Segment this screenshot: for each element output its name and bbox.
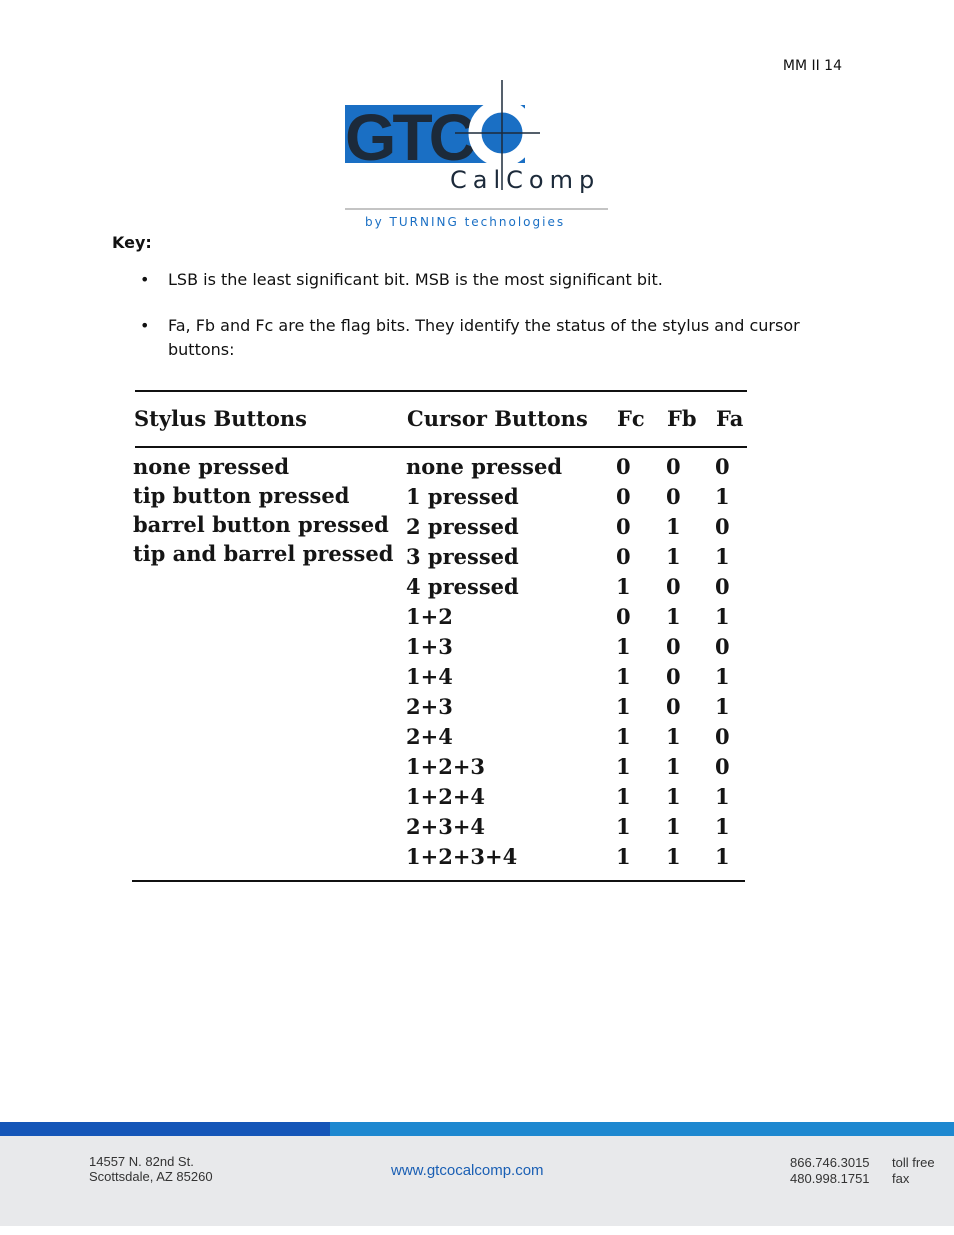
page-footer xyxy=(0,1136,954,1226)
fc-cell: 1 xyxy=(616,724,631,749)
cursor-cell: 3 pressed xyxy=(406,544,519,569)
key-bullet-list xyxy=(140,268,820,384)
fc-cell: 1 xyxy=(616,754,631,779)
header-fa: Fa xyxy=(716,406,744,431)
cursor-cell: 2+4 xyxy=(406,724,453,749)
bullet-item xyxy=(140,268,820,292)
fa-cell: 1 xyxy=(715,694,730,719)
button-flag-table xyxy=(130,388,750,888)
stylus-cell: tip button pressed xyxy=(133,483,350,508)
fb-cell: 1 xyxy=(666,814,681,839)
address-line2: Scottsdale, AZ 85260 xyxy=(89,1169,213,1184)
fc-cell: 0 xyxy=(616,454,631,479)
cursor-cell: 2+3 xyxy=(406,694,453,719)
fa-cell: 1 xyxy=(715,604,730,629)
fb-cell: 1 xyxy=(666,724,681,749)
logo-letters: GTC xyxy=(345,100,473,174)
fa-cell: 0 xyxy=(715,574,730,599)
logo-calcomp: CalComp xyxy=(450,166,601,194)
bullet-text: LSB is the least significant bit. MSB is the most significant bit. xyxy=(168,270,663,289)
bullet-icon: • xyxy=(140,316,150,335)
fb-cell: 1 xyxy=(666,604,681,629)
cursor-cell: 4 pressed xyxy=(406,574,519,599)
stylus-cell: none pressed xyxy=(133,454,290,479)
fc-cell: 1 xyxy=(616,574,631,599)
cursor-cell: 1+2+3+4 xyxy=(406,844,518,869)
stylus-cell: barrel button pressed xyxy=(133,512,389,537)
key-heading: Key: xyxy=(112,233,152,252)
fa-cell: 0 xyxy=(715,754,730,779)
fc-cell: 0 xyxy=(616,604,631,629)
cursor-cell: 1+4 xyxy=(406,664,453,689)
gtco-calcomp-logo xyxy=(340,78,615,233)
fa-cell: 1 xyxy=(715,484,730,509)
cursor-cell: 2 pressed xyxy=(406,514,519,539)
fb-cell: 1 xyxy=(666,514,681,539)
table-top-rule xyxy=(135,390,747,392)
header-cursor: Cursor Buttons xyxy=(407,406,588,431)
stylus-cell: tip and barrel pressed xyxy=(133,541,394,566)
fa-cell: 1 xyxy=(715,544,730,569)
fa-cell: 0 xyxy=(715,454,730,479)
header-stylus: Stylus Buttons xyxy=(134,406,307,431)
fb-cell: 1 xyxy=(666,544,681,569)
footer-phone-labels xyxy=(892,1155,935,1187)
header-fc: Fc xyxy=(617,406,645,431)
cursor-cell: 1+2+4 xyxy=(406,784,486,809)
fc-cell: 0 xyxy=(616,514,631,539)
cursor-cell: 2+3+4 xyxy=(406,814,486,839)
fa-cell: 1 xyxy=(715,664,730,689)
footer-color-band xyxy=(0,1122,954,1136)
fax-label: fax xyxy=(892,1171,910,1186)
fa-cell: 1 xyxy=(715,784,730,809)
address-line1: 14557 N. 82nd St. xyxy=(89,1154,194,1169)
table-bottom-rule xyxy=(132,880,745,882)
fa-cell: 0 xyxy=(715,634,730,659)
header-fb: Fb xyxy=(667,406,697,431)
fc-cell: 1 xyxy=(616,694,631,719)
cursor-cell: none pressed xyxy=(406,454,563,479)
footer-address xyxy=(89,1154,213,1184)
fb-cell: 0 xyxy=(666,484,681,509)
table-header-rule xyxy=(135,446,747,448)
fb-cell: 0 xyxy=(666,574,681,599)
page-number: MM II 14 xyxy=(782,58,842,74)
fc-cell: 1 xyxy=(616,784,631,809)
fa-cell: 0 xyxy=(715,724,730,749)
fa-cell: 1 xyxy=(715,814,730,839)
fc-cell: 0 xyxy=(616,544,631,569)
fc-cell: 1 xyxy=(616,844,631,869)
cursor-cell: 1 pressed xyxy=(406,484,519,509)
logo-tagline: by TURNING technologies xyxy=(365,215,566,229)
fc-cell: 1 xyxy=(616,664,631,689)
bullet-item xyxy=(140,314,820,362)
fb-cell: 1 xyxy=(666,784,681,809)
fa-cell: 0 xyxy=(715,514,730,539)
fb-cell: 0 xyxy=(666,694,681,719)
bullet-icon: • xyxy=(140,270,150,289)
footer-phone-numbers xyxy=(790,1155,870,1187)
fb-cell: 0 xyxy=(666,664,681,689)
cursor-cell: 1+2+3 xyxy=(406,754,486,779)
fc-cell: 1 xyxy=(616,634,631,659)
fb-cell: 0 xyxy=(666,454,681,479)
phone-number: 866.746.3015 xyxy=(790,1155,870,1170)
fc-cell: 1 xyxy=(616,814,631,839)
fax-number: 480.998.1751 xyxy=(790,1171,870,1186)
cursor-cell: 1+3 xyxy=(406,634,453,659)
fb-cell: 0 xyxy=(666,634,681,659)
phone-label: toll free xyxy=(892,1155,935,1170)
fc-cell: 0 xyxy=(616,484,631,509)
cursor-cell: 1+2 xyxy=(406,604,453,629)
footer-website-link[interactable]: www.gtcocalcomp.com xyxy=(391,1162,544,1179)
fb-cell: 1 xyxy=(666,754,681,779)
fb-cell: 1 xyxy=(666,844,681,869)
fa-cell: 1 xyxy=(715,844,730,869)
bullet-text: Fa, Fb and Fc are the flag bits. They identify the status of the stylus and cursor buttons: xyxy=(168,316,800,359)
